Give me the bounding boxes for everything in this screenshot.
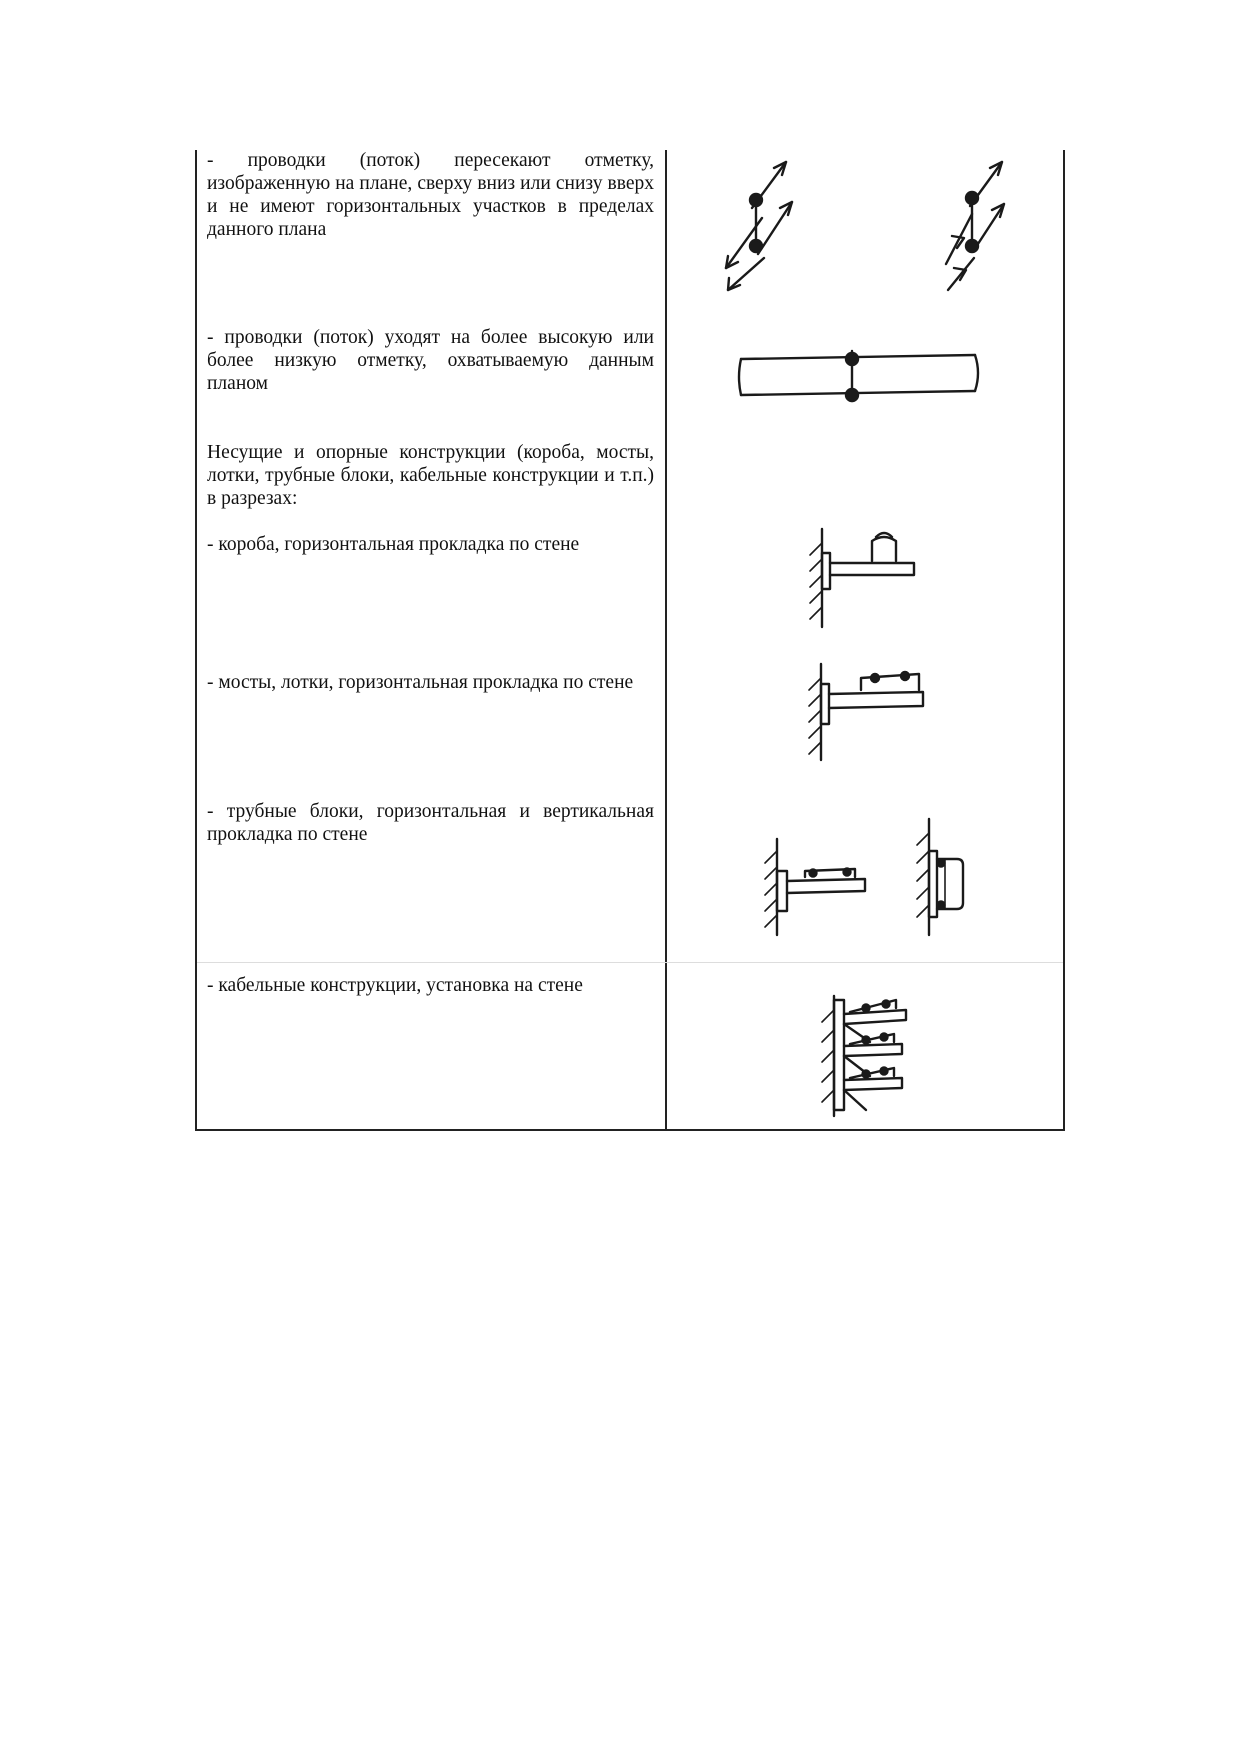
row-text-bridges-trays-wall: - мосты, лотки, горизонтальная прокладка по стене: [207, 672, 634, 693]
tray-wall-mount-symbol: [795, 660, 935, 765]
row-text-supporting-structures: Несущие и опорные конструкции (короба, мосты, лотки, трубные блоки, кабельные конструкции и т.п.) в разрезах:: [207, 442, 654, 509]
level-change-symbol: [735, 345, 985, 405]
table-column-divider: [665, 150, 667, 1131]
crossing-wiring-symbol-up: [940, 158, 1030, 293]
duct-wall-mount-symbol: [800, 525, 920, 630]
pipe-block-vertical-symbol: [905, 815, 975, 940]
pipe-block-horizontal-symbol: [755, 835, 875, 940]
table-border-right: [1063, 150, 1065, 1131]
table-row-divider: [197, 962, 1063, 963]
row-text-ducts-wall: - короба, горизонтальная прокладка по стене: [207, 534, 580, 555]
table-border-bottom: [195, 1129, 1065, 1131]
row-text-cable-structures-wall: - кабельные конструкции, установка на стене: [207, 975, 583, 996]
cable-structure-wall-symbol: [810, 990, 930, 1120]
row-text-level-change: - проводки (поток) уходят на более высокую или более низкую отметку, охватываемую данным планом: [207, 327, 654, 394]
row-text-pipe-blocks-wall: - трубные блоки, горизонтальная и вертикальная прокладка по стене: [207, 801, 654, 845]
table-border-left: [195, 150, 197, 1131]
row-text-crossing-lines: - проводки (поток) пересекают отметку, изображенную на плане, сверху вниз или снизу вверх и не имеют горизонтальных участков в пределах данного плана: [207, 150, 654, 240]
crossing-wiring-symbol-down: [720, 158, 810, 293]
